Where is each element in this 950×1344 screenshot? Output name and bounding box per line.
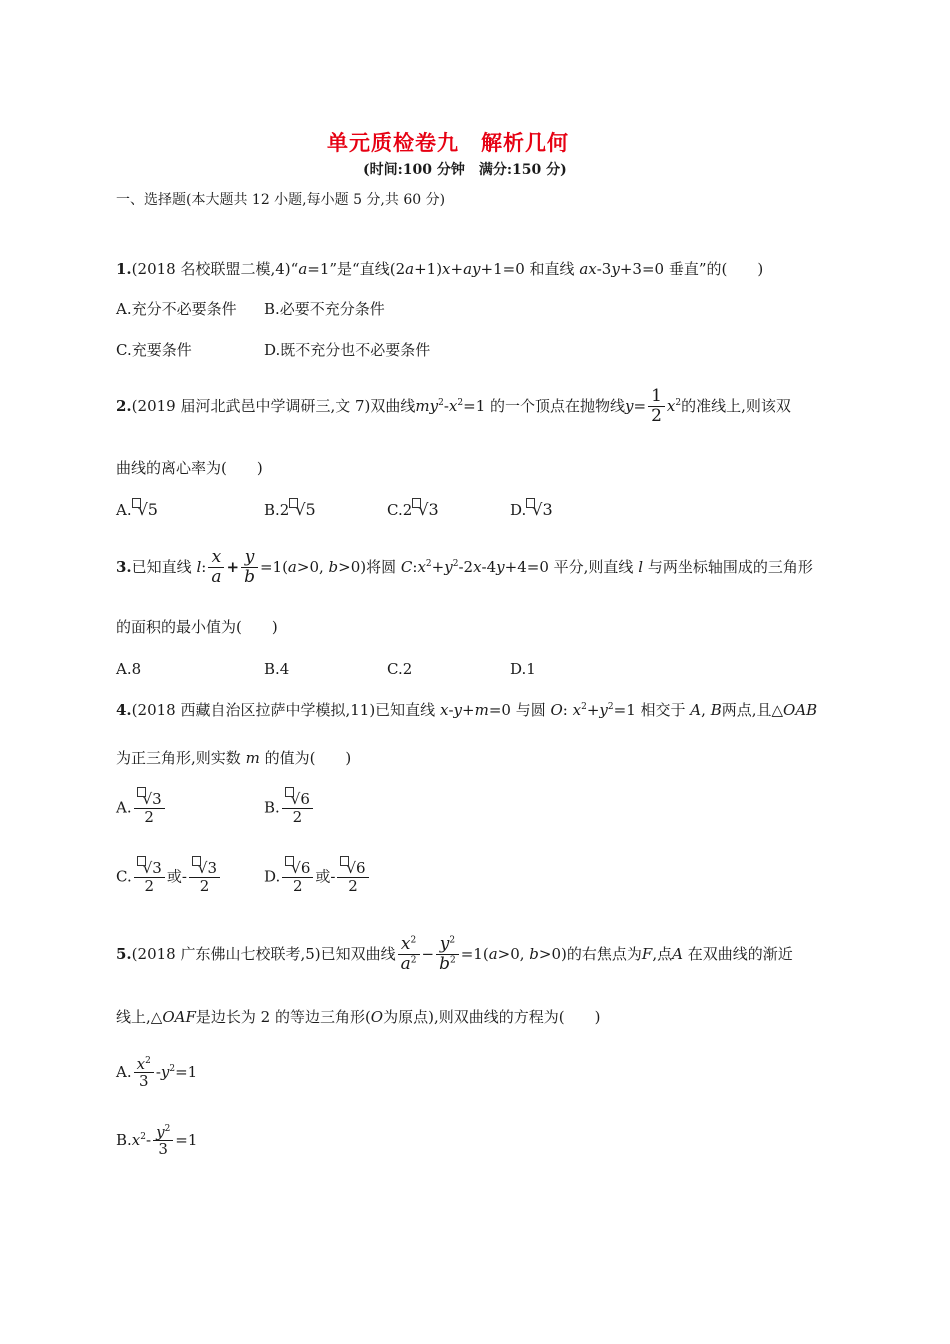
question-number: 5. [116, 945, 132, 963]
question-4-stem: 4.(2018 西藏自治区拉萨中学模拟,11)已知直线 x-y+m=0 与圆 O: $x^2+y^2=1$ 相交于 A, B两点,且△OAB [116, 701, 818, 719]
question-text: 为正三角形,则实数 [116, 749, 241, 767]
question-3-stem-cont: 的面积的最小值为( ) [116, 618, 278, 636]
option-label: B. [264, 798, 280, 817]
option-label: B.2 [264, 501, 290, 519]
fraction: $\frac{√3}{2}$ [134, 860, 165, 895]
option-label: D. [510, 501, 527, 519]
question-text: ”是“直线(2 [329, 260, 406, 278]
option-b[interactable]: B.必要不充分条件 [264, 300, 385, 318]
fraction: $\frac{1}{2}$ [648, 387, 665, 426]
question-text: 是边长为 2 的等边三角形( [195, 1008, 371, 1026]
option-c[interactable]: C.2 [387, 660, 413, 678]
question-text: =0 与圆 [488, 701, 546, 719]
question-text: 与两坐标轴围成的三角形 [647, 558, 813, 576]
option-a[interactable] [116, 791, 167, 826]
page-subtitle: (时间:100 分钟 满分:150 分) [363, 162, 567, 178]
question-text: 已知直线 [131, 558, 192, 576]
question-text: =0 和直线 [502, 260, 575, 278]
question-2-stem: 2.(2019 届河北武邑中学调研三,文 7)双曲线$my^2-x^2=1$ 的一个顶点在抛物线y= $\frac{1}{2}$ $x^2$的准线上,则该双 [116, 386, 791, 427]
question-1-stem: 1.(2018 名校联盟二模,4)“a=1”是“直线(2a+1)x+ay+1=0 和直线 ax-3y+3=0 垂直”的( ) [116, 260, 764, 278]
fraction: $\frac{√6}{2}$ [282, 860, 313, 895]
question-text: =0 平分,则直线 [526, 558, 634, 576]
option-d[interactable]: D. √3 [510, 500, 553, 519]
option-d[interactable]: D.1 [510, 660, 536, 678]
fraction: $\frac{x^2}{a^2}$ [398, 935, 420, 974]
question-5-stem-cont: 线上,△OAF是边长为 2 的等边三角形(O为原点),则双曲线的方程为( ) [116, 1008, 601, 1026]
question-text: 为原点),则双曲线的方程为( ) [383, 1008, 601, 1026]
question-number: 3. [116, 558, 132, 576]
question-text: )将圆 [360, 558, 397, 576]
question-3-stem: 3.已知直线 l: $\frac{x}{a}$ + $\frac{y}{b}$ =1(a>0, b>0)将圆 $C:x^2+y^2-2x-4y+4=0$ 平分,则直线 l 与两坐标轴围成的三角形 [116, 547, 813, 588]
fraction: $\frac{y^2}{b^2}$ [436, 935, 459, 974]
question-text: (2018 名校联盟二模,4)“ [131, 260, 299, 278]
question-text: 线上,△ [116, 1008, 163, 1026]
fraction: $\frac{√6}{2}$ [337, 860, 368, 895]
question-text: (2018 西藏自治区拉萨中学模拟,11)已知直线 [131, 701, 436, 719]
question-text: 两点,且△ [721, 701, 784, 719]
question-text: 的准线上,则该双 [681, 397, 791, 415]
page-title: 单元质检卷九 解析几何 [327, 130, 569, 155]
option-a[interactable]: A. $\frac{x^2}{3}$ $-y^2=1$ [116, 1054, 198, 1091]
question-5-stem: 5.(2018 广东佛山七校联考,5)已知双曲线 $\frac{x^2}{a^2}$ − $\frac{y^2}{b^2}$ =1(a>0, b>0)的右焦点为F,点A 在双曲线的渐近 [116, 934, 793, 975]
question-text: =0 垂直”的( ) [641, 260, 764, 278]
option-label: C. [116, 867, 132, 886]
question-text: 的值为( ) [264, 749, 352, 767]
fraction: $\frac{√6}{2}$ [282, 791, 313, 826]
question-text: (2018 广东佛山七校联考,5)已知双曲线 [131, 945, 396, 963]
option-b[interactable]: B.2 √5 [264, 500, 316, 519]
option-label: D. [264, 867, 281, 886]
question-text: =1 的一个顶点在抛物线 [463, 397, 626, 415]
question-text: )的右焦点为 [561, 945, 642, 963]
option-label: A. [116, 798, 132, 817]
fraction: $\frac{y}{b}$ [241, 548, 258, 587]
option-a[interactable]: A.充分不必要条件 [116, 300, 237, 318]
question-text: ,点 [652, 945, 673, 963]
option-label: B. [116, 1131, 132, 1149]
option-a[interactable]: A. √5 [116, 500, 158, 519]
option-a[interactable]: A.8 [116, 660, 142, 678]
option-label: C.2 [387, 501, 413, 519]
question-text: (2019 届河北武邑中学调研三,文 7)双曲线 [131, 397, 416, 415]
question-text: =1 相交于 [613, 701, 686, 719]
question-text: =1( [460, 945, 489, 963]
option-d[interactable]: D. $\frac{√6}{2}$ 或- $\frac{√6}{2}$ [264, 860, 371, 895]
fraction: $\frac{√3}{2}$ [134, 791, 165, 826]
option-c[interactable]: C.充要条件 [116, 341, 192, 359]
question-text: +1) [414, 260, 443, 278]
question-text: 在双曲线的渐近 [687, 945, 793, 963]
option-b[interactable]: B.4 [264, 660, 290, 678]
option-d[interactable]: D.既不充分也不必要条件 [264, 341, 431, 359]
question-2-stem-cont: 曲线的离心率为( ) [116, 459, 263, 477]
option-b[interactable] [264, 791, 315, 826]
fraction: $\frac{x^2}{3}$ [134, 1056, 154, 1091]
option-label: A. [116, 501, 132, 519]
fraction: $\frac{y^2}{3}$ [153, 1124, 173, 1159]
question-number: 4. [116, 701, 132, 719]
option-c[interactable]: C. $\frac{√3}{2}$ 或- $\frac{√3}{2}$ [116, 860, 222, 895]
question-text: =1( [259, 558, 288, 576]
option-c[interactable]: C.2 √3 [387, 500, 439, 519]
question-4-stem-cont: 为正三角形,则实数 m 的值为( ) [116, 749, 352, 767]
section-heading: 一、选择题(本大题共 12 小题,每小题 5 分,共 60 分) [116, 192, 446, 208]
fraction: $\frac{x}{a}$ [208, 548, 224, 587]
option-b[interactable]: $B.x^2-$ $\frac{y^2}{3}$ =1 [116, 1122, 198, 1159]
or-text: 或 [315, 867, 331, 886]
question-number: 2. [116, 397, 132, 415]
or-text: 或 [166, 867, 182, 886]
question-number: 1. [116, 260, 132, 278]
fraction: $\frac{√3}{2}$ [189, 860, 220, 895]
option-label: A. [116, 1063, 132, 1081]
